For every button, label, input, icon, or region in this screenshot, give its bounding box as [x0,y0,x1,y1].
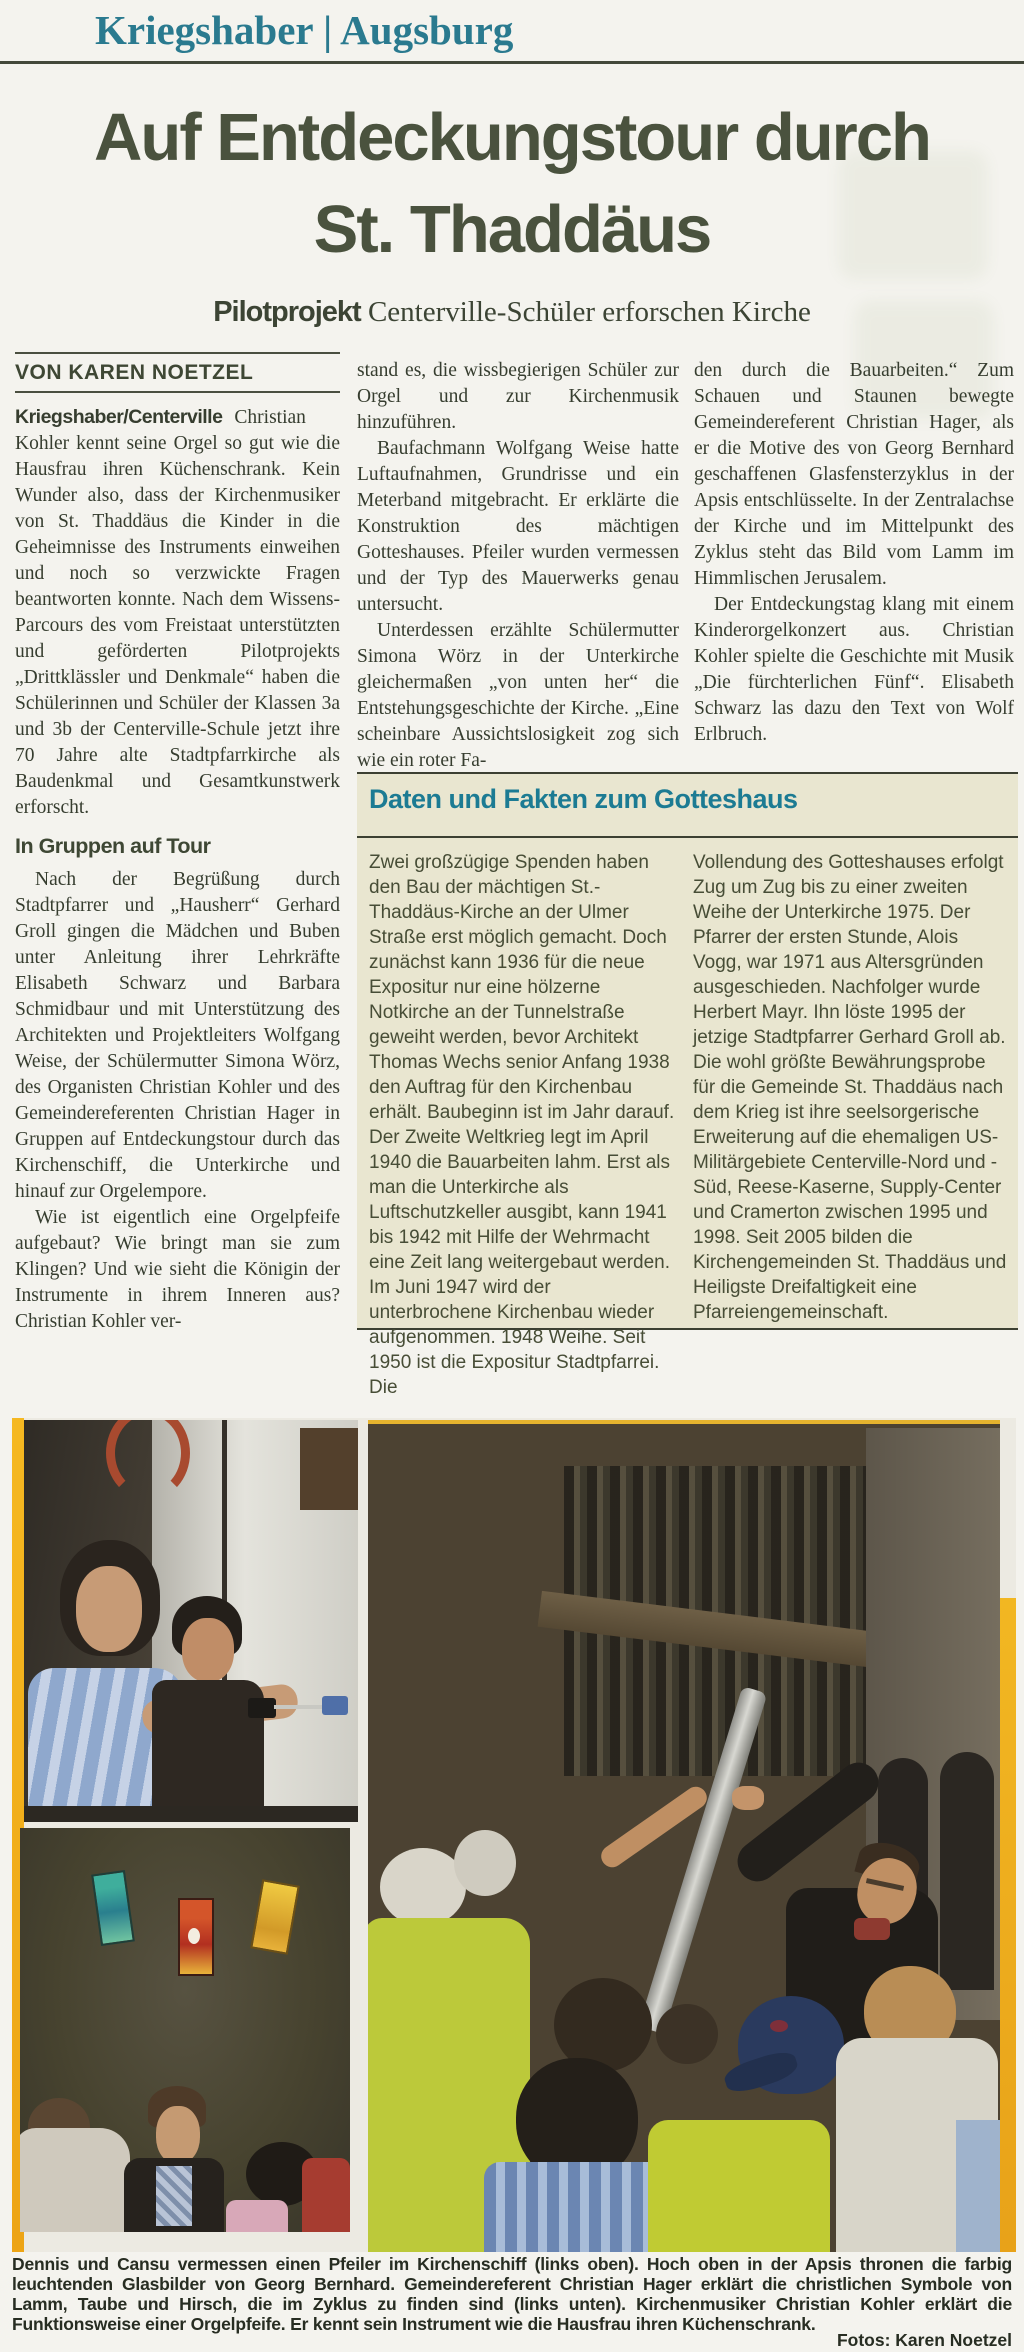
article-column-2 [357,358,679,774]
child-pink-shirt [226,2200,288,2232]
article-headline [0,92,1024,276]
man-hand [732,1786,764,1810]
crosshead: In Gruppen auf Tour [15,834,211,858]
paragraph: stand es, die wissbegierigen Schüler zur Orgel und zur Kirchenmusik hinzuführen. [357,360,679,433]
child-lime-shirt [648,2120,830,2252]
measuring-tape-device [248,1698,276,1718]
stained-glass-window-yellow [250,1879,300,1955]
child-blue-plaid-shirt [956,2120,1000,2252]
infobox-column-left: Zwei großzügige Spenden haben den Bau der mächtigen St.-Thaddäus-Kirche an der Ulmer Straße erst möglich gemacht. Doch zunächst kann 1936 für die neue Expositur nur eine hölzerne Notkirche an der Tunnelstraße geweiht werden, bevor Architekt Thomas Wechs senior Anfang 1938 den Auftrag für den Kirchenbau erhält. Baubeginn ist im Jahr darauf. Der Zweite Weltkrieg legt im April 1940 die Bauarbeiten lahm. Erst als man die Unterkirche als Luftschutzkeller ausgibt, kann 1941 bis 1942 mit Hilfe der Wehrmacht eine Zeit lang weitergebaut werden. Im Juni 1947 wird der unterbrochene Kirchenbau wieder aufgenommen. 1948 Weihe. Seit 1950 ist die Expositur Stadtpfarrei. Die [369,852,675,1398]
child-blue-plaid-shirt [484,2162,668,2252]
child-white-cap [454,1830,516,1896]
facts-infobox [357,772,1018,1398]
child-head [656,2004,718,2064]
dateline-lead-in: Kriegshaber/Centerville [15,406,223,428]
infobox-column-right: Vollendung des Gotteshauses erfolgt Zug um Zug bis zu einer zweiten Weihe der Unterkirche 1975. Der Pfarrer der ersten Stunde, Alois Vogg, war 1971 aus Altersgründen ausgeschieden. Nachfolger wurde Herbert Mayr. Ihn löste 1995 der jetzige Stadtpfarrer Gerhard Groll ab. Die wohl größte Bewährungsprobe für die Gemeinde St. Thaddäus nach dem Krieg ist ihre seelsorgerische Erweiterung auf die ehemaligen US-Militärgebiete Centerville-Nord und -Süd, Reese-Kaserne, Supply-Center und Cramerton zwischen 1995 und 1998. Seit 2005 bilden die Kirchengemeinden St. Thaddäus und Heiligste Dreifaltigkeit eine Pfarreiengemeinschaft. [693,852,1007,1323]
section-masthead: Kriegshaber | Augsburg [95,7,514,53]
cap-logo [770,2020,788,2032]
photo-stained-glass-group [20,1828,350,2232]
child-red-shirt [302,2158,350,2232]
man-face [156,2106,200,2164]
boy-face [182,1618,234,1682]
article-column-3 [694,358,1014,774]
yellow-top-line [368,1420,1000,1424]
arch-opening [940,1752,994,1990]
floor-shadow [24,1806,358,1822]
stained-glass-window-red [178,1898,214,1976]
stained-glass-window-teal [91,1870,135,1946]
photo-credit: Fotos: Karen Noetzel [836,2330,1012,2350]
photo-organ-pipe-demo [368,1420,1000,2252]
paragraph: den durch die Bauarbeiten.“ Zum Schauen und Staunen bewegte Gemeindereferent Christian Hager, als er die Motive des von Georg Bernhard geschaffenen Glasfensterzyklus in der Apsis entschlüsselte. In der Zentralachse der Kirche und im Mittelpunkt des Zyklus steht das Bild vom Lamm im Himmlischen Jerusalem. [694,360,1014,589]
headline-line1: Auf Entdeckungstour durch [94,100,930,175]
byline: VON KAREN NOETZEL [15,352,340,393]
man-plaid-shirt [156,2166,192,2226]
paragraph: Wie ist eigentlich eine Orgelpfeife aufgebaut? Wie bringt man sie zum Klingen? Und wie sieht die Königin der Instrumente in ihrem Inneren aus? Christian Kohler ver- [15,1207,340,1332]
subhead-text: Centerville-Schüler erforschen Kirche [367,296,811,328]
paragraph: Baufachmann Wolfgang Weise hatte Luftaufnahmen, Grundrisse und ein Meterband mitgebracht. Er erklärte die Konstruktion des mächtigen Gotteshauses. Pfeiler wurden vermessen und der Typ des Mauerwerks genau untersucht. [357,438,679,615]
subhead-kicker: Pilotprojekt [213,296,361,328]
masthead-rule [0,61,1024,64]
headline-line2: St. Thaddäus [313,192,711,267]
child-light-shirt [20,2128,130,2232]
paragraph: Der Entdeckungstag klang mit einem Kinderorgelkonzert aus. Christian Kohler spielte die Geschichte mit Musik „Die fürchterlichen Fünf“. Elisabeth Schwarz las dazu den Text von Wolf Erlbruch. [694,594,1014,745]
girl-face [76,1566,142,1652]
paragraph [15,404,340,821]
infobox-title-rule [357,836,1018,838]
paragraph-text: Christian Kohler kennt seine Orgel so gut wie die Hausfrau ihren Küchenschrank. Kein Wunder also, dass der Kirchenmusiker von St. Thaddäus die Kinder in die Geheimnisse des Instruments einweihen und noch so verzwickte Fragen beantworten konnte. Nach dem Wissens-Parcours des vom Freistaat unterstützten und geförderten Pilotprojekts „Drittklässler und Denkmale“ haben die Schülerinnen und Schüler der Klassen 3a und 3b der Centerville-Schule jetzt ihre 70 Jahre alte Stadtpfarrkirche als Baudenkmal und Gesamtkunstwerk erforscht. [15,407,340,818]
article-subhead [0,296,1024,329]
glass-highlight [188,1928,200,1944]
photo-caption: Dennis und Cansu vermessen einen Pfeiler im Kirchenschiff (links oben). Hoch oben in der Apsis thronen die farbig leuchtenden Glasbilder von Georg Bernhard. Gemeindereferent Christian Hager erklärt die christlichen Symbole von Lamm, Taube und Hirsch, die im Zyklus zu finden sind (links unten). Kirchenmusiker Christian Kohler erklärt die Funktionsweise einer Orgelpfeife. Er kennt sein Instrument wie die Hausfrau ihren Küchenschrank. [12,2254,1012,2334]
man-red-collar [854,1918,890,1940]
paragraph: Nach der Begrüßung durch Stadtpfarrer und „Hausherr“ Gerhard Groll gingen die Mädchen und Buben unter Anleitung ihrer Lehrkräfte Elisabeth Schwarz und Barbara Schmidbaur und mit Unterstützung des Architekten und Projektleiters Wolfgang Weise, der Schülermutter Simona Wörz, des Organisten Christian Kohler und des Gemeindereferenten Christian Hager in Gruppen auf Entdeckungstour durch das Kirchenschiff, die Unterkirche und hinauf zur Orgelempore. [15,869,340,1202]
photo-kids-measuring-pillar [24,1420,358,1822]
photo-composite [12,1418,1016,2252]
measuring-tape-case [322,1696,348,1715]
paragraph: Unterdessen erzählte Schülermutter Simona Wörz in der Unterkirche gleichermaßen „von unten her“ die Entstehungsgeschichte der Kirche. „Eine scheinbare Aussichtslosigkeit zog sich wie ein roter Fa- [357,620,679,771]
yellow-edge-strip-right [1000,1598,1016,2252]
wall-plaque [300,1428,358,1510]
infobox-title: Daten und Fakten zum Gotteshaus [369,784,798,814]
article-column-1 [15,404,340,1404]
